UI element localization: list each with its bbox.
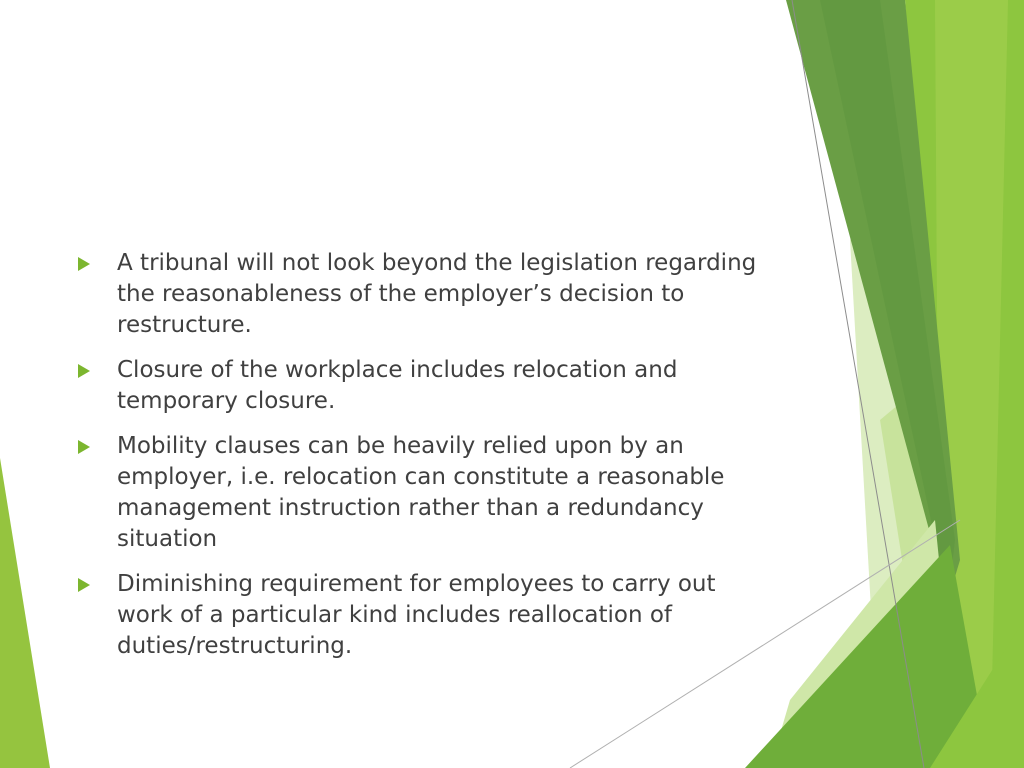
bullet-text: Diminishing requirement for employees to carry out work of a particular kind includes reallocation of duties/restructuring. bbox=[117, 571, 716, 659]
triangle-right-icon bbox=[78, 364, 90, 378]
triangle-right-icon bbox=[78, 257, 90, 271]
slide-content bbox=[78, 248, 768, 676]
triangle-right-icon bbox=[78, 578, 90, 592]
left-green-sliver bbox=[0, 458, 50, 768]
bullet-list bbox=[78, 248, 768, 662]
bullet-text: Mobility clauses can be heavily relied upon by an employer, i.e. relocation can constitute a reasonable management instruction rather than a redundancy situation bbox=[117, 433, 725, 552]
triangle-right-icon bbox=[78, 440, 90, 454]
bullet-item bbox=[78, 248, 768, 341]
bullet-item bbox=[78, 569, 768, 662]
bullet-item bbox=[78, 431, 768, 555]
bullet-item bbox=[78, 355, 768, 417]
bullet-text: Closure of the workplace includes relocation and temporary closure. bbox=[117, 357, 678, 414]
bullet-text: A tribunal will not look beyond the legislation regarding the reasonableness of the employer’s decision to restructure. bbox=[117, 250, 757, 338]
